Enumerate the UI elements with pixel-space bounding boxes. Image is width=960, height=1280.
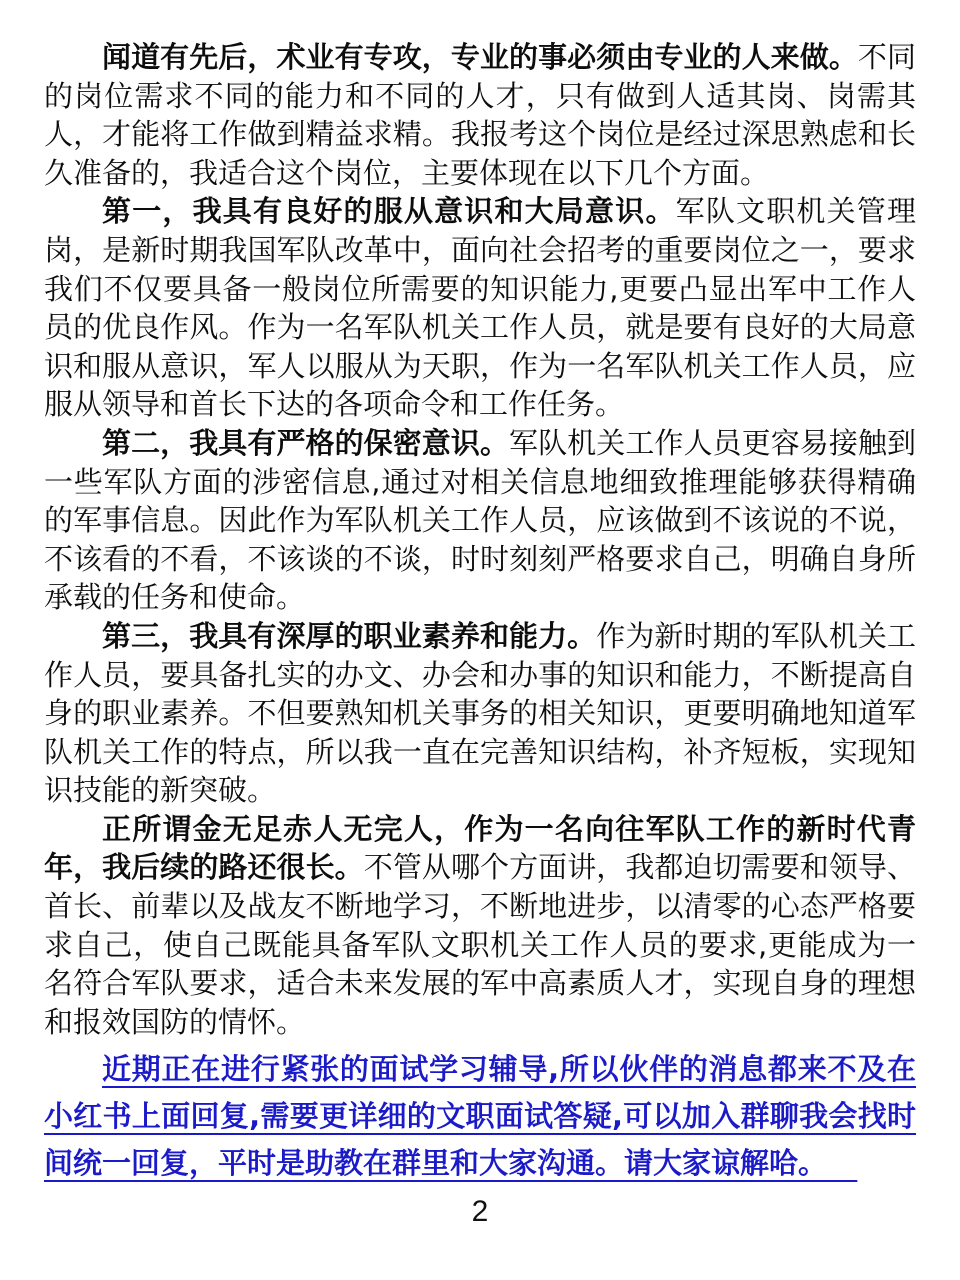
paragraph-point-3-text: 作为新时期的军队机关工作人员，要具备扎实的办文、办会和办事的知识和能力，不断提高自身的职业素养。不但要熟知机关事务的相关知识，更要明确地知道军队机关工作的特点，所以我一直在完善知识结构，补齐短板，实现知识技能的新突破。: [44, 618, 916, 808]
paragraph-closing-lead: 正所谓金无足赤人无完人，作为一名向往军队工作的新时代青年，我后续的路还很长。: [44, 811, 916, 885]
paragraph-intro-lead: 闻道有先后，术业有专攻，专业的事必须由专业的人来做。: [102, 40, 858, 74]
paragraph-point-1-text: 军队文职机关管理岗，是新时期我国军队改革中，面向社会招考的重要岗位之一，要求我们不仅要具备一般岗位所需要的知识能力,更要凸显出军中工作人员的优良作风。作为一名军队机关工作人员，就是要有良好的大局意识和服从意识，军人以服从为天职，作为一名军队机关工作人员，应服从领导和首长下达的各项命令和工作任务。: [44, 194, 916, 422]
paragraph-closing-text: 不管从哪个方面讲，我都迫切需要和领导、首长、前辈以及战友不断地学习，不断地进步，以清零的心态严格要求自己，使自己既能具备军队文职机关工作人员的要求,更能成为一名符合军队要求，适合未来发展的军中高素质人才，实现自身的理想和报效国防的情怀。: [44, 850, 916, 1039]
paragraph-intro-text: 不同的岗位需求不同的能力和不同的人才，只有做到人适其岗、岗需其人，才能将工作做到精益求精。我报考这个岗位是经过深思熟虑和长久准备的，我适合这个岗位，主要体现在以下几个方面。: [44, 40, 916, 190]
paragraph-point-2-lead: 第二，我具有严格的保密意识。: [102, 425, 510, 460]
paragraph-intro: [44, 38, 916, 192]
document-body: [44, 38, 916, 1187]
group-chat-notice-link[interactable]: [44, 1046, 916, 1187]
paragraph-point-1: [44, 192, 916, 424]
paragraph-point-1-lead: 第一，我具有良好的服从意识和大局意识。: [102, 194, 676, 229]
group-chat-notice-text[interactable]: 近期正在进行紧张的面试学习辅导,所以伙伴的消息都来不及在小红书上面回复,需要更详细的文职面试答疑,可以加入群聊我会找时间统一回复，平时是助教在群里和大家沟通。请大家谅解哈。: [44, 1052, 916, 1181]
paragraph-point-3-lead: 第三，我具有深厚的职业素养和能力。: [102, 618, 597, 653]
paragraph-point-3: [44, 617, 916, 810]
paragraph-closing: [44, 810, 916, 1042]
paragraph-point-2-text: 军队机关工作人员更容易接触到一些军队方面的涉密信息,通过对相关信息地细致推理能够获得精确的军事信息。因此作为军队机关工作人员，应该做到不该说的不说，不该看的不看，不该谈的不谈，时时刻刻严格要求自己，明确自身所承载的任务和使命。: [44, 425, 916, 615]
page-number: 2: [471, 1195, 489, 1228]
paragraph-point-2: [44, 424, 916, 617]
